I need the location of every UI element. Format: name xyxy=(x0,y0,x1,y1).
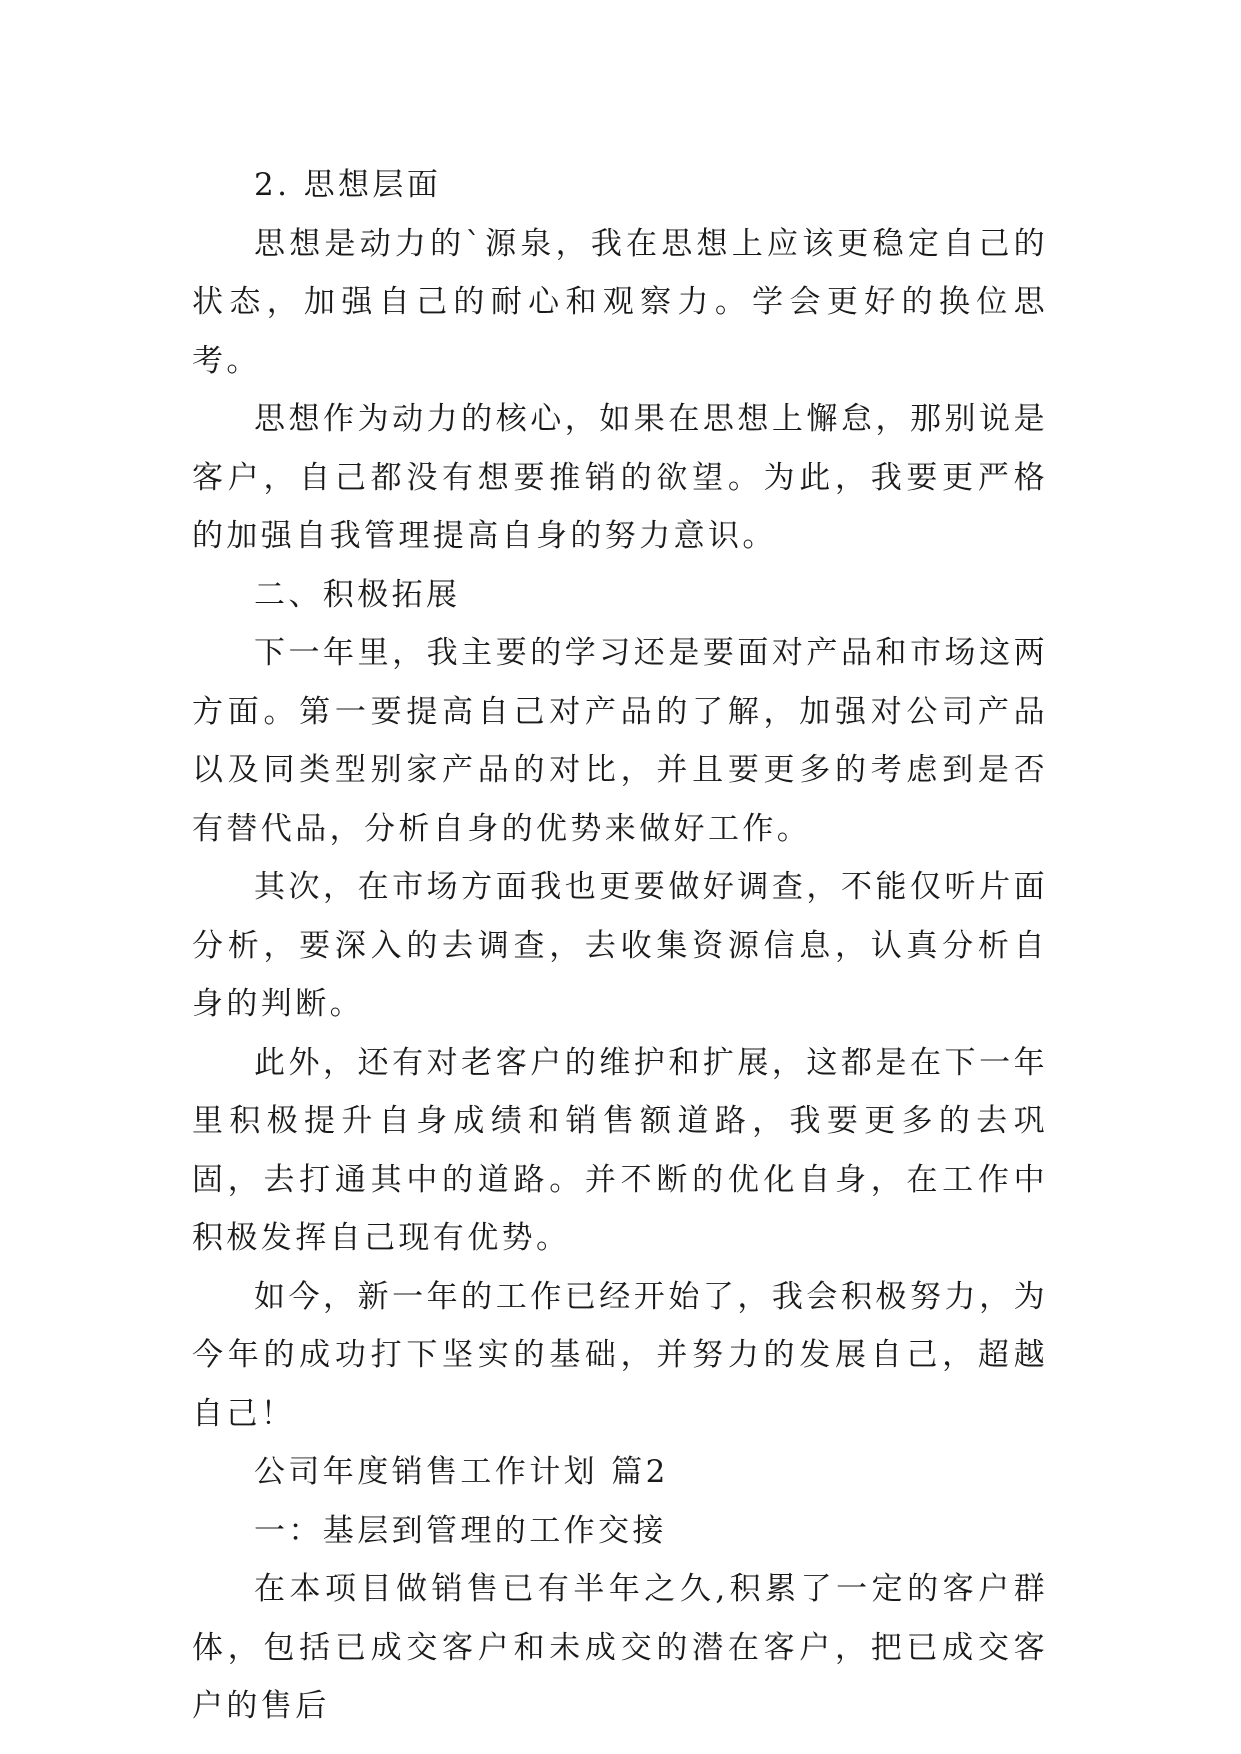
paragraph: 如今，新一年的工作已经开始了，我会积极努力，为今年的成功打下坚实的基础，并努力的发展自己，超越自己！ xyxy=(192,1278,1048,1432)
paragraph: 下一年里，我主要的学习还是要面对产品和市场这两方面。第一要提高自己对产品的了解，加强对公司产品以及同类型别家产品的对比，并且要更多的考虑到是否有替代品，分析自身的优势来做好工作。 xyxy=(192,635,1048,847)
paragraph: 其次，在市场方面我也更要做好调查，不能仅听片面分析，要深入的去调查，去收集资源信息，认真分析自身的判断。 xyxy=(192,869,1048,1022)
paragraph: 在本项目做销售已有半年之久,积累了一定的客户群体，包括已成交客户和未成交的潜在客户，把已成交客户的售后 xyxy=(192,1571,1048,1724)
document-body xyxy=(192,156,1048,1736)
section-heading-expansion: 二、积极拓展 xyxy=(254,576,461,613)
paragraph: 思想是动力的`源泉，我在思想上应该更稳定自己的状态，加强自己的耐心和观察力。学会更好的换位思考。 xyxy=(192,225,1048,379)
document-title-part2: 公司年度销售工作计划 篇2 xyxy=(254,1454,669,1490)
paragraph: 思想作为动力的核心，如果在思想上懈怠，那别说是客户，自己都没有想要推销的欲望。为此，我要更严格的加强自我管理提高自身的努力意识。 xyxy=(192,401,1048,554)
section-heading-handover: 一：基层到管理的工作交接 xyxy=(254,1512,667,1549)
paragraph: 此外，还有对老客户的维护和扩展，这都是在下一年里积极提升自身成绩和销售额道路，我要更多的去巩固，去打通其中的道路。并不断的优化自身，在工作中积极发挥自己现有优势。 xyxy=(192,1044,1048,1256)
section-heading-thinking: 2. 思想层面 xyxy=(254,167,442,203)
